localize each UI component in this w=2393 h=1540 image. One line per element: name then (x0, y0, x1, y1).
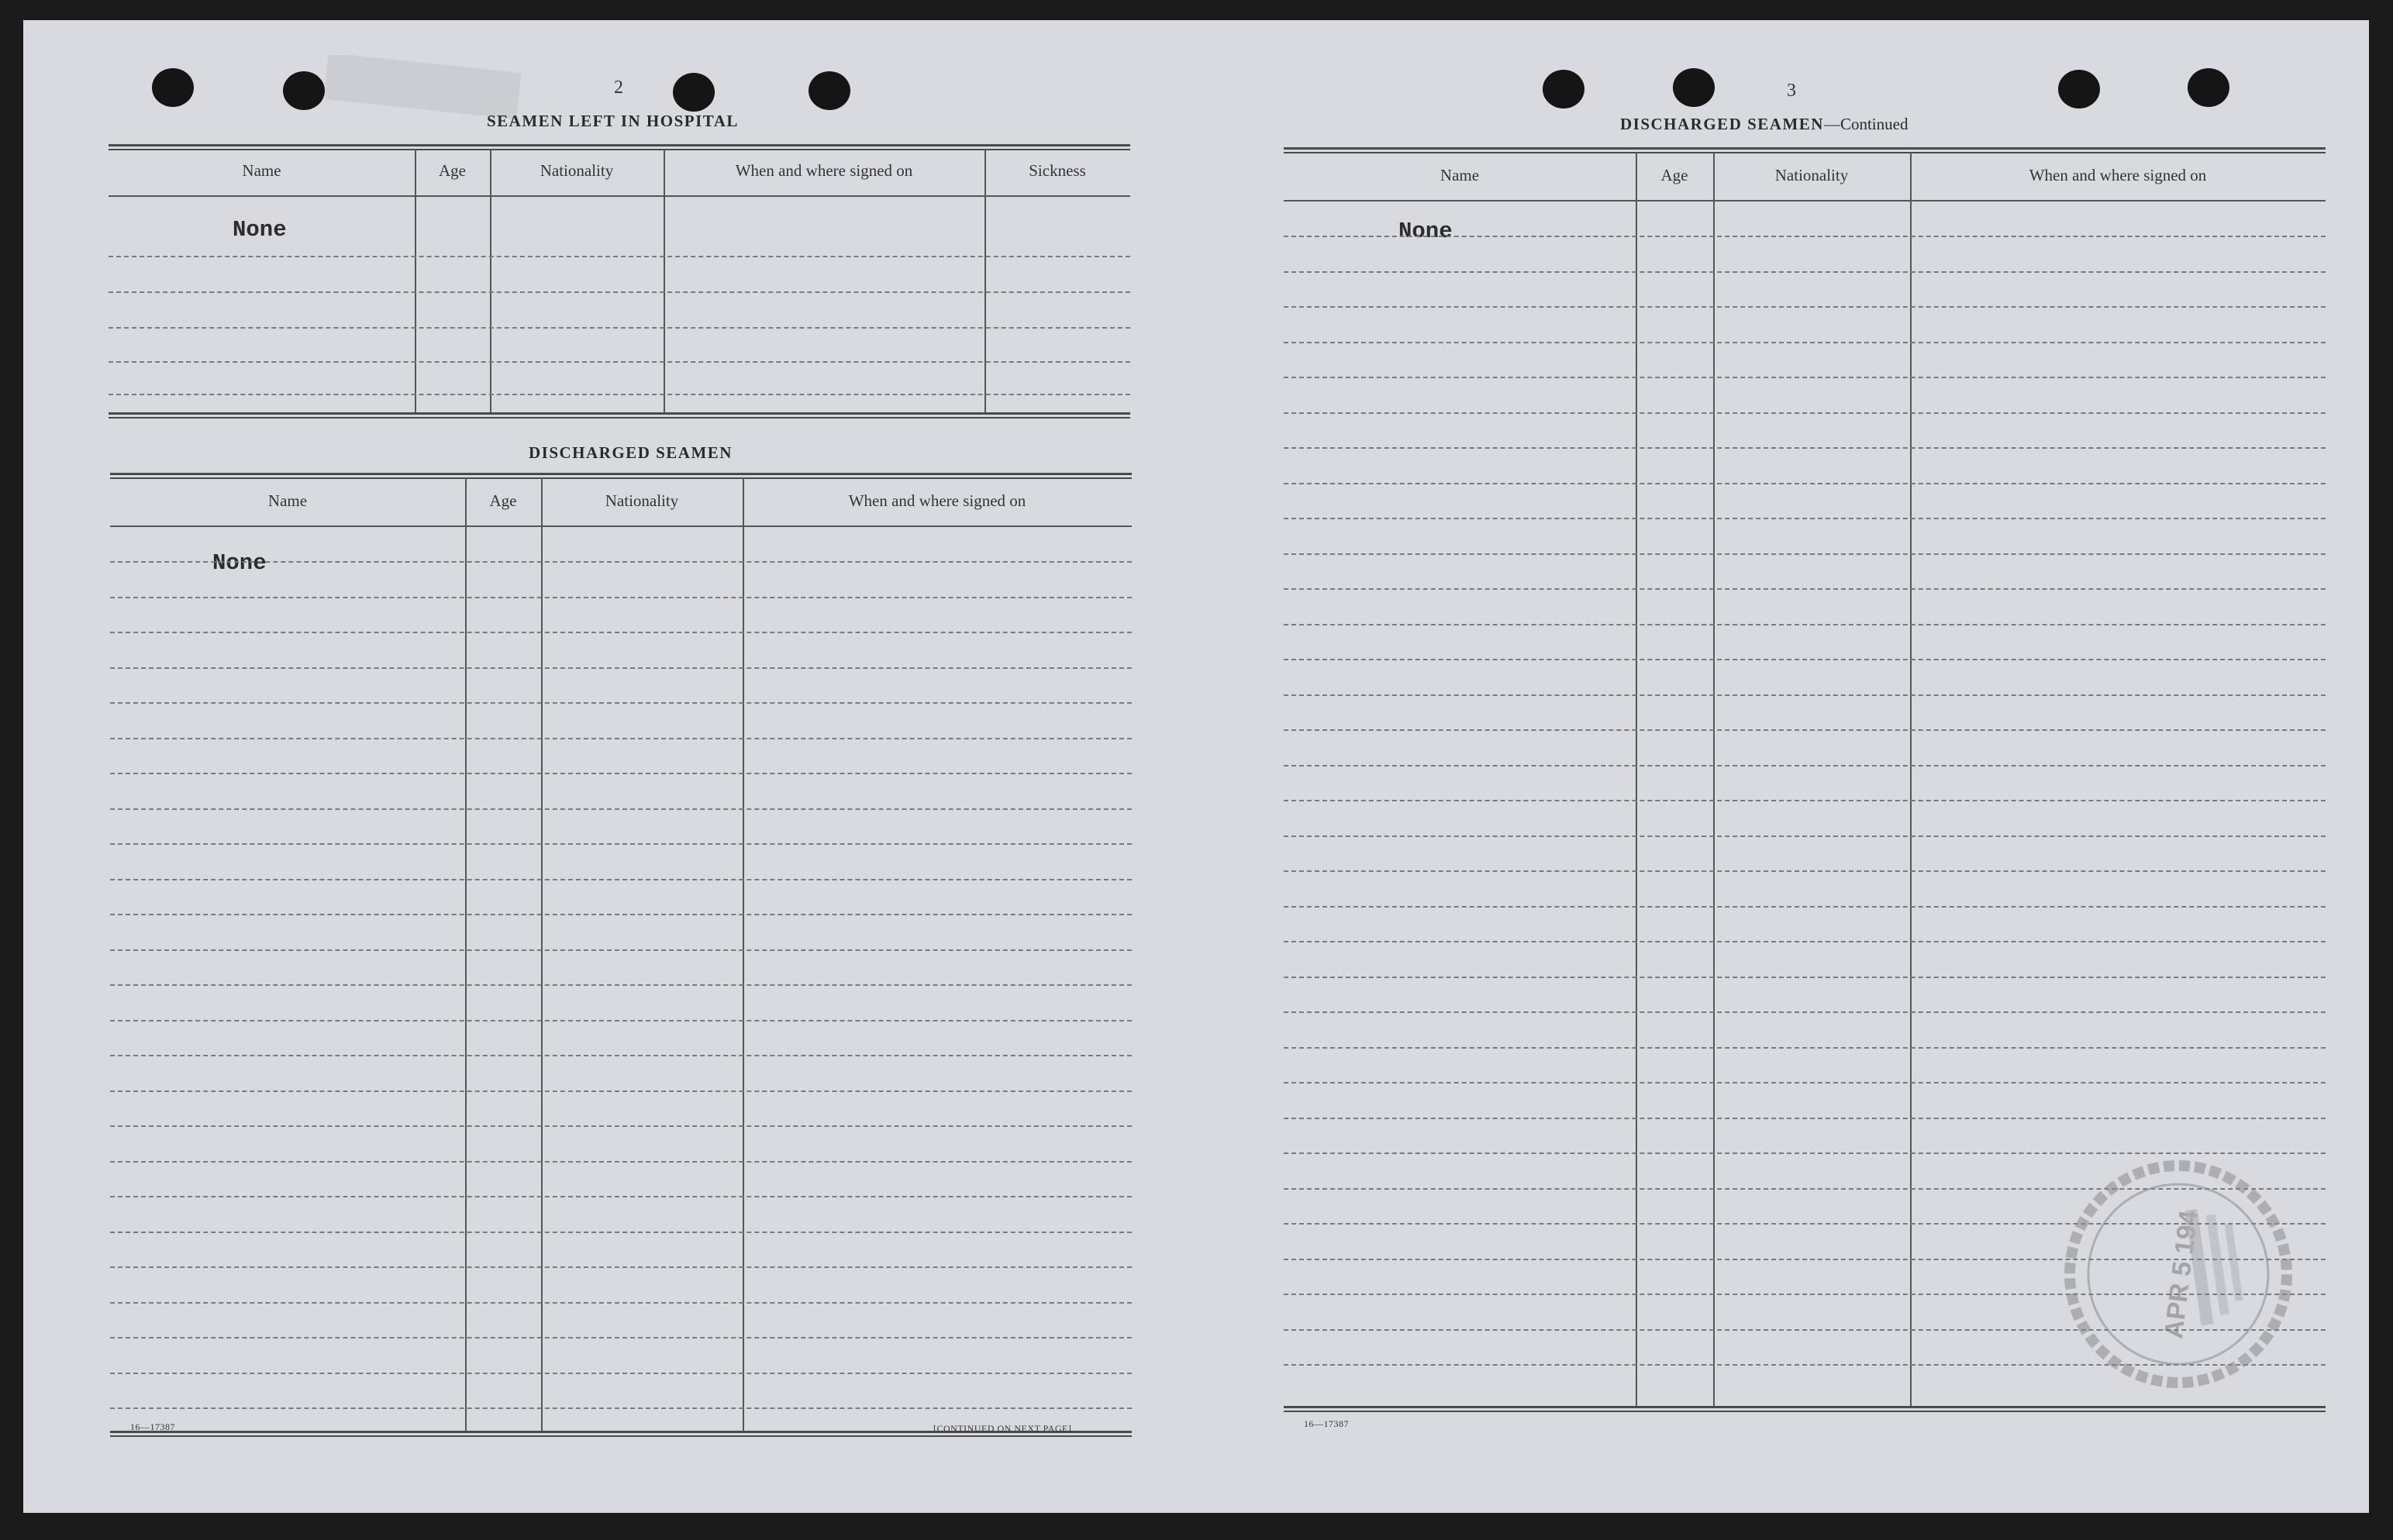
ruled-line (1284, 800, 2326, 801)
column-header-age: Age (489, 491, 517, 510)
ruled-line (110, 597, 1132, 598)
section-title-discharged: DISCHARGED SEAMEN (529, 443, 733, 462)
ruled-line (110, 1055, 1132, 1056)
ruled-line (110, 984, 1132, 986)
ruled-line (110, 1090, 1132, 1092)
ruled-line (110, 773, 1132, 774)
ruled-line (110, 914, 1132, 915)
ruled-line (110, 561, 1132, 563)
punch-hole (1543, 70, 1584, 109)
ruled-line (1284, 412, 2326, 414)
ruled-line (110, 949, 1132, 951)
ruled-line (110, 632, 1132, 633)
ruled-line (110, 843, 1132, 845)
punch-hole (809, 71, 850, 110)
column-header-nationality: Nationality (540, 161, 614, 180)
ruled-line (110, 1196, 1132, 1197)
column-header-name: Name (242, 161, 281, 180)
ruled-line (1284, 624, 2326, 625)
ruled-line (1284, 447, 2326, 449)
ruled-line (1284, 1047, 2326, 1049)
ruled-line (1284, 588, 2326, 590)
ruled-line (110, 702, 1132, 704)
date-stamp (2062, 1158, 2295, 1390)
column-header-age: Age (1660, 166, 1688, 184)
ruled-line (1284, 518, 2326, 519)
ruled-line (1284, 553, 2326, 555)
ruled-line (1284, 271, 2326, 273)
column-header-signed-on: When and where signed on (735, 161, 913, 180)
ruled-line (110, 1337, 1132, 1338)
page-number: 2 (614, 78, 623, 98)
ruled-line (1284, 1118, 2326, 1119)
ruled-line (1284, 977, 2326, 978)
section-title-hospital: SEAMEN LEFT IN HOSPITAL (487, 112, 739, 130)
hospital-row-name: None (233, 217, 287, 243)
ruled-line (1284, 835, 2326, 837)
continued-note: [CONTINUED ON NEXT PAGE] (933, 1423, 1072, 1434)
ruled-line (110, 1302, 1132, 1304)
column-header-name: Name (267, 491, 308, 510)
form-number: 16—17387 (130, 1421, 175, 1432)
ruled-line (1284, 306, 2326, 308)
punch-hole (673, 73, 715, 112)
document-sheet (23, 20, 2369, 1513)
column-header-name: Name (1440, 166, 1480, 184)
title-main: DISCHARGED SEAMEN (1620, 115, 1824, 133)
ruled-line (1284, 1082, 2326, 1084)
punch-hole (2188, 68, 2229, 107)
ruled-line (1284, 941, 2326, 942)
column-header-age: Age (439, 161, 466, 180)
column-header-signed-on: When and where signed on (2029, 166, 2207, 184)
title-suffix: —Continued (1823, 115, 1909, 133)
form-number: 16—17387 (1304, 1418, 1349, 1429)
ruled-line (1284, 342, 2326, 343)
column-header-nationality: Nationality (1774, 166, 1849, 184)
ruled-line (110, 1020, 1132, 1021)
column-header-sickness: Sickness (1029, 161, 1086, 180)
column-header-signed-on: When and where signed on (848, 491, 1026, 510)
ruled-line (1284, 870, 2326, 872)
ruled-line (1284, 765, 2326, 767)
discharged-row-name: None (212, 550, 267, 576)
ruled-line (1284, 906, 2326, 908)
punch-hole (283, 71, 325, 110)
ruled-line (110, 738, 1132, 739)
ruled-line (1284, 377, 2326, 378)
column-header-nationality: Nationality (605, 491, 679, 510)
ruled-line (110, 1373, 1132, 1374)
punch-hole (1673, 68, 1715, 107)
ruled-line (110, 1407, 1132, 1409)
ruled-line (110, 1232, 1132, 1233)
ruled-line (110, 808, 1132, 810)
ruled-line (1284, 1152, 2326, 1154)
ruled-line (1284, 659, 2326, 660)
page-number: 3 (1787, 81, 1796, 101)
punch-hole (2058, 70, 2100, 109)
section-title-discharged-continued (1620, 115, 1908, 134)
discharged-row-name: None (1398, 219, 1453, 244)
discharged-table-left (110, 473, 1132, 1438)
ruled-line (110, 1125, 1132, 1127)
ruled-line (110, 1266, 1132, 1268)
ruled-line (1284, 483, 2326, 484)
ruled-line (1284, 694, 2326, 696)
ruled-line (110, 1161, 1132, 1163)
ruled-line (110, 879, 1132, 880)
ruled-line (1284, 729, 2326, 731)
svg-text:APR 5 194: APR 5 194 (2158, 1208, 2204, 1341)
punch-hole (152, 68, 194, 107)
hospital-table (109, 144, 1130, 439)
ruled-line (110, 667, 1132, 669)
ruled-line (1284, 236, 2326, 237)
ruled-line (1284, 1011, 2326, 1013)
